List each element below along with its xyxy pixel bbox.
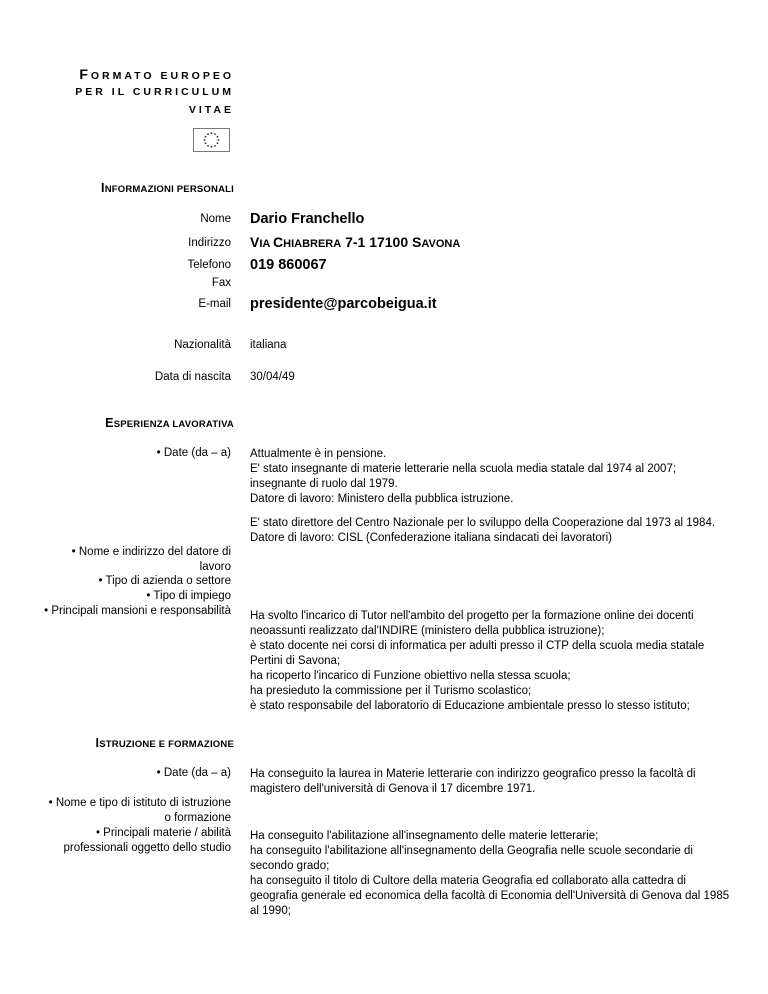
label-indirizzo: Indirizzo bbox=[188, 237, 231, 249]
label-work-employer: • Nome e indirizzo del datore di lavoro bbox=[71, 546, 231, 573]
label-work-sector: • Tipo di azienda o settore bbox=[98, 575, 231, 587]
work-block-3: Ha svolto l'incarico di Tutor nell'ambito del progetto per la formazione online dei docenti neoassunti realizzato dal'INDIRE (ministero della pubblica istruzione); è stato docente nei corsi di informatica per adulti presso il CTP della scuola media statale Pertini di Savona; ha ricoperto l'incarico di Funzione obiettivo nella stessa scuola; ha presieduto la commissione per il Turismo scolastico; è stato responsabile del laboratorio di Educazione ambientale presso lo stesso istituto; bbox=[250, 610, 705, 712]
cv-title-line-3: VITAE bbox=[188, 104, 234, 116]
label-nazionalita: Nazionalità bbox=[174, 339, 231, 351]
value-telefono: 019 860067 bbox=[250, 257, 327, 273]
value-nome: Dario Franchello bbox=[250, 211, 365, 227]
work-block-2: E' stato direttore del Centro Nazionale per lo sviluppo della Cooperazione dal 1973 al 1984. Datore di lavoro: CISL (Confederazione italiana sindacati dei lavoratori) bbox=[250, 517, 716, 544]
section-title-work: ESPERIENZA LAVORATIVA bbox=[105, 416, 234, 430]
label-data-nascita: Data di nascita bbox=[154, 371, 231, 383]
eu-flag-icon bbox=[193, 128, 230, 152]
label-fax: Fax bbox=[211, 277, 231, 289]
label-edu-date: • Date (da – a) bbox=[156, 767, 231, 779]
value-data-nascita: 30/04/49 bbox=[250, 371, 295, 383]
work-block-1: Attualmente è in pensione. E' stato insegnante di materie letterarie nella scuola media statale dal 1974 al 2007; insegnante di ruolo dal 1979. Datore di lavoro: Ministero della pubblica istruzione. bbox=[250, 448, 677, 505]
value-indirizzo: VIA CHIABRERA 7-1 17100 SAVONA bbox=[250, 234, 461, 250]
label-work-type: • Tipo di impiego bbox=[146, 590, 231, 602]
education-block-1: Ha conseguito la laurea in Materie letterarie con indirizzo geografico presso la facoltà di magistero dell'università di Genova il 17 dicembre 1971. bbox=[250, 768, 696, 795]
label-edu-subjects: • Principali materie / abilità professionali oggetto dello studio bbox=[63, 827, 231, 854]
value-email[interactable]: presidente@parcobeigua.it bbox=[250, 296, 437, 312]
cv-title-line-2: PER IL CURRICULUM bbox=[75, 86, 234, 98]
label-work-duties: • Principali mansioni e responsabilità bbox=[44, 605, 231, 617]
section-title-personal: INFORMAZIONI PERSONALI bbox=[101, 181, 234, 195]
label-nome: Nome bbox=[200, 213, 231, 225]
cv-title-line-1: FORMATO EUROPEO bbox=[79, 66, 234, 82]
label-telefono: Telefono bbox=[187, 259, 231, 271]
label-edu-institute: • Nome e tipo di istituto di istruzione o formazione bbox=[48, 797, 231, 824]
label-work-date: • Date (da – a) bbox=[156, 447, 231, 459]
education-block-2: Ha conseguito l'abilitazione all'insegnamento delle materie letterarie; ha conseguito l'abilitazione all'insegnamento della Geografia nelle scuole secondarie di secondo grado; ha conseguito il titolo di Cultore della materia Geografia ed collaborato alla cattedra di geografia generale ed economica della facoltà di Economia dell'Università di Genova dal 1985 al 1990; bbox=[250, 830, 730, 917]
value-nazionalita: italiana bbox=[250, 339, 287, 351]
section-title-education: ISTRUZIONE E FORMAZIONE bbox=[95, 736, 234, 750]
label-email: E-mail bbox=[198, 298, 231, 310]
